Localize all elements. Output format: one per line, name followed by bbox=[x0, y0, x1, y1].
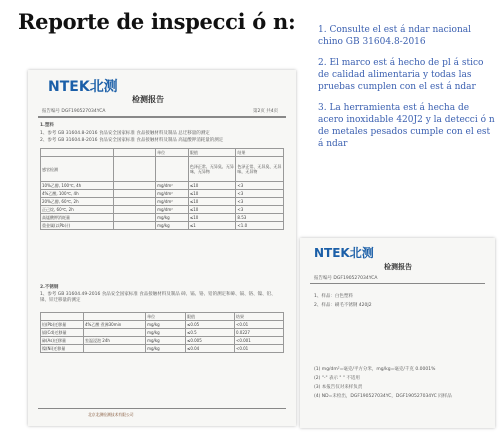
footnote-2: (2) "-" 表示 " " 不适用 bbox=[314, 376, 360, 381]
logo-cn: 北测 bbox=[89, 79, 118, 95]
table-header-row bbox=[41, 149, 284, 157]
col-limit: 限值 bbox=[188, 149, 236, 157]
report-number: 报告编号 DGF190527034YCA bbox=[314, 276, 378, 281]
table-row: 重金属(以Pb计) mg/kg ≤1 <1.0 bbox=[41, 222, 284, 230]
table-row: 正己烷, 60℃, 2h mg/dm² ≤10 <3 bbox=[41, 206, 284, 214]
col-unit: 单位 bbox=[156, 149, 189, 157]
report-title: 检测报告 bbox=[384, 263, 412, 271]
col-unit: 单位 bbox=[146, 313, 186, 321]
sample-line-1: 1、样品：白色塑料 bbox=[314, 294, 353, 299]
report-title: 检测报告 bbox=[132, 95, 164, 104]
page-number: 第2页 共4页 bbox=[253, 109, 279, 114]
ntek-logo bbox=[314, 244, 374, 261]
footnote-3: (3) 本报告仅对来样负责 bbox=[314, 385, 363, 390]
col-result: 结果 bbox=[234, 313, 283, 321]
table-row: 砷(As)迁移量 室温浸泡 24h mg/kg ≤0.005 <0.001 bbox=[41, 337, 284, 345]
sensory-label: 感官检测 bbox=[41, 157, 114, 182]
table-row: 10%乙醇, 100℃, 4h mg/dm² ≤10 <3 bbox=[41, 182, 284, 190]
header-rule bbox=[38, 116, 286, 118]
note-2: 2. El marco est á hecho de pl á stico de calidad alimentaria y todas las pruebas cumplen con el est á ndar bbox=[318, 58, 484, 92]
steel-results-table bbox=[40, 312, 284, 353]
table-row: 镉(Cd)迁移量 mg/kg ≤0.5 0.0227 bbox=[41, 329, 284, 337]
note-3: 3. La herramienta est á hecha de acero inoxidable 420J2 y la detecci ó n de metales pesados cumple con el est á ndar bbox=[318, 103, 495, 149]
col-limit: 限值 bbox=[185, 313, 234, 321]
table-row: 20%乙醇, 60℃, 2h mg/dm² ≤10 <3 bbox=[41, 198, 284, 206]
ntek-logo bbox=[48, 76, 118, 96]
sensory-row bbox=[41, 157, 284, 182]
report-number: 报告编号 DGF190527034YCA bbox=[42, 109, 106, 114]
page-title: Reporte de inspecci ó n: bbox=[18, 9, 296, 34]
inspection-report-main bbox=[28, 70, 296, 426]
plastic-standard-1: 1、参考 GB 31604.8-2016 食品安全国家标准 食品接触材料及制品 总迁移量的测定 bbox=[40, 131, 210, 136]
footnote-1: (1) mg/dm²=毫克/平方分米，mg/kg=毫克/千克 0.0001% bbox=[314, 367, 436, 372]
table-row: 铅(Pb)迁移量 4%乙酸 煮沸30min mg/kg ≤0.05 <0.01 bbox=[41, 321, 284, 329]
sensory-limit: 色泽正常、无异臭、无异味，无异物 bbox=[188, 157, 236, 182]
logo-latin: NTEK bbox=[48, 79, 90, 95]
footer-rule bbox=[38, 408, 286, 409]
table-row: 4%乙酸, 100℃, 4h mg/dm² ≤10 <3 bbox=[41, 190, 284, 198]
footnote-4: (4) ND=未检出，DGF190527034YC，DGF190527034YC 同样品 bbox=[314, 394, 452, 399]
sample-line-2: 2、样品：刷毛不锈钢 420J2 bbox=[314, 303, 372, 308]
header-rule bbox=[310, 283, 485, 284]
notes-panel bbox=[318, 24, 496, 159]
sensory-result: 色泽正常、无异臭、无异味，无异物 bbox=[236, 157, 284, 182]
plastic-standard-2: 2、参考 GB 31604.8-2016 食品安全国家标准 食品接触材料及制品 高锰酸钾消耗量的测定 bbox=[40, 138, 224, 143]
table-row: 镍(Ni)迁移量 mg/kg ≤0.04 <0.01 bbox=[41, 345, 284, 353]
plastic-results-table bbox=[40, 148, 284, 230]
logo-cn: 北测 bbox=[349, 246, 374, 260]
table-row: 高锰酸钾消耗量 mg/kg ≤10 8.53 bbox=[41, 214, 284, 222]
table-header-row bbox=[41, 313, 284, 321]
section-plastic: 1.塑料 bbox=[40, 123, 54, 128]
note-1: 1. Consulte el est á ndar nacional chino GB 31604.8-2016 bbox=[318, 25, 471, 47]
steel-standard: 1、参考 GB 31604.49-2016 食品安全国家标准 食品接触材料及制品 砷、镉、铬、铅的测定和砷、镉、铬、镍、铅、锑、锌迁移量的测定 bbox=[40, 292, 276, 303]
report-footer: 北京北测检测技术有限公司 bbox=[88, 412, 134, 417]
col-result: 结果 bbox=[236, 149, 284, 157]
section-steel: 2.不锈钢 bbox=[40, 285, 59, 290]
logo-latin: NTEK bbox=[314, 246, 350, 260]
inspection-report-secondary bbox=[300, 238, 495, 428]
